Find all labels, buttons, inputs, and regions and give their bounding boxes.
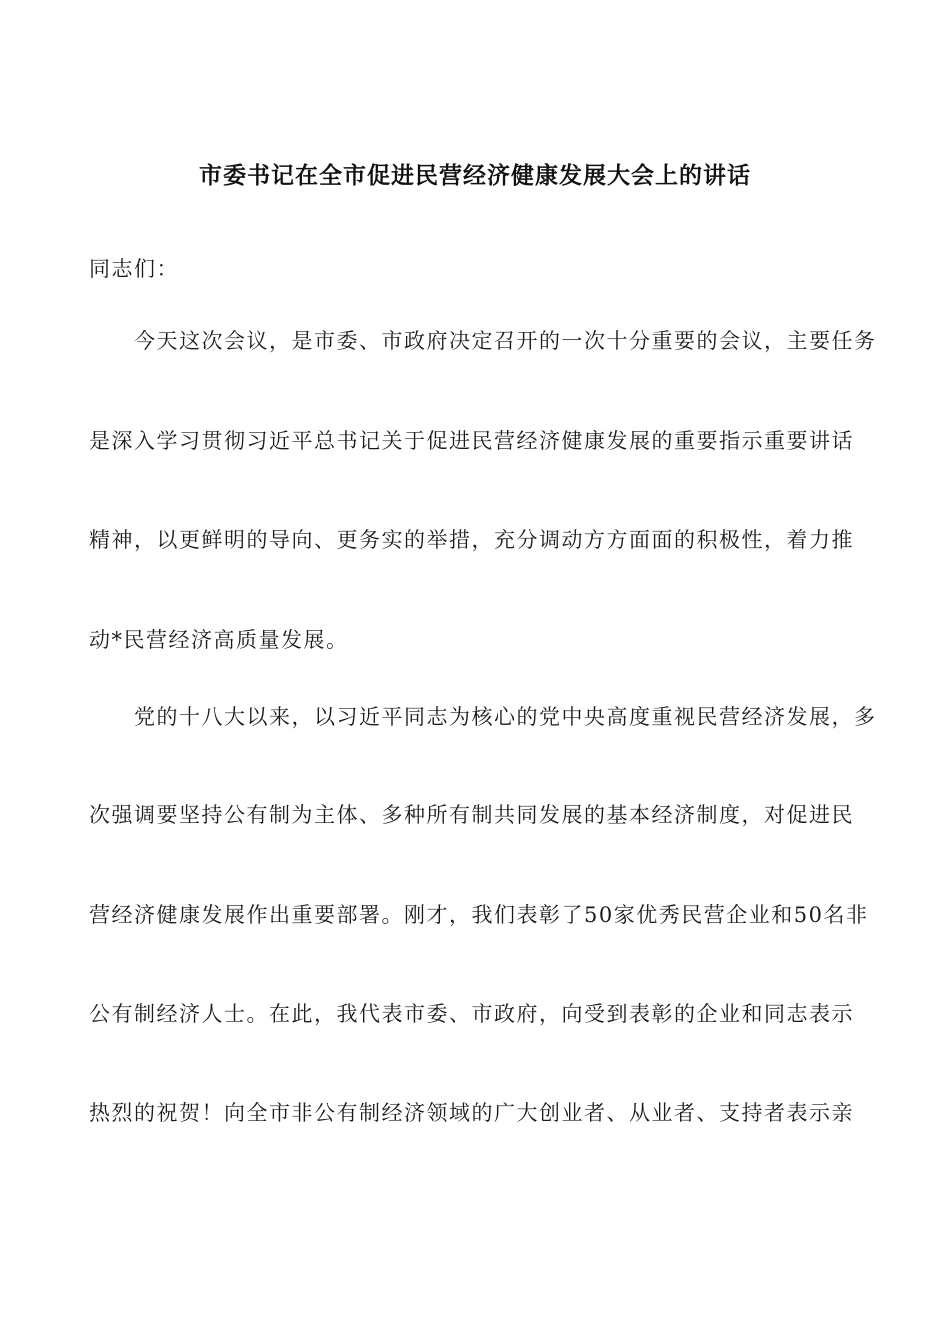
document-title: 市委书记在全市促进民营经济健康发展大会上的讲话	[199, 162, 751, 189]
paragraph-2-line-1: 党的十八大以来，以习近平同志为核心的党中央高度重视民营经济发展，多	[89, 705, 877, 729]
paragraph-2-line-4: 公有制经济人士。在此，我代表市委、市政府，向受到表彰的企业和同志表示	[89, 1002, 854, 1026]
paragraph-2-line-2: 次强调要坚持公有制为主体、多种所有制共同发展的基本经济制度，对促进民	[89, 803, 854, 827]
paragraph-1-line-1: 今天这次会议，是市委、市政府决定召开的一次十分重要的会议，主要任务	[89, 329, 877, 353]
paragraph-2-line-5: 热烈的祝贺！向全市非公有制经济领域的广大创业者、从业者、支持者表示亲	[89, 1101, 854, 1125]
paragraph-1-line-2: 是深入学习贯彻习近平总书记关于促进民营经济健康发展的重要指示重要讲话	[89, 429, 854, 453]
paragraph-2-line-3: 营经济健康发展作出重要部署。刚才，我们表彰了50家优秀民营企业和50名非	[89, 903, 869, 927]
paragraph-1-line-3: 精神，以更鲜明的导向、更务实的举措，充分调动方方面面的积极性，着力推	[89, 528, 854, 552]
salutation: 同志们：	[89, 257, 179, 281]
paragraph-1-line-4: 动*民营经济高质量发展。	[89, 628, 349, 652]
